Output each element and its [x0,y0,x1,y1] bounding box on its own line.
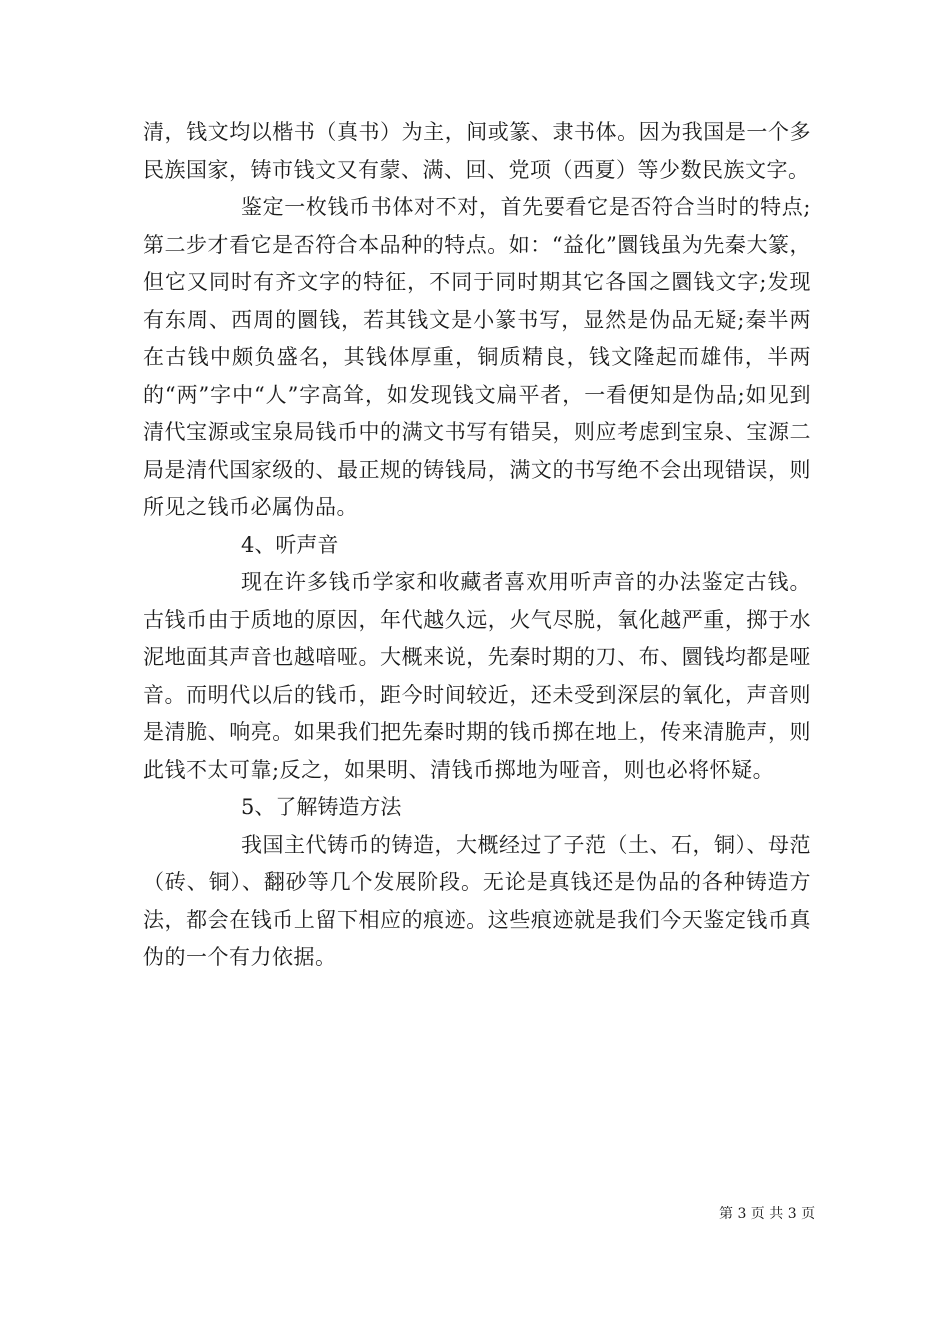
section-heading-5: 5、了解铸造方法 [241,795,402,819]
paragraph-4: 我国主代铸币的铸造，大概经过了子范（土、石，铜）、母范（砖、铜）、翻砂等几个发展阶段。无论是真钱还是伪品的各种铸造方法，都会在钱币上留下相应的痕迹。这些痕迹就是我们今天鉴定钱币真伪的一个有力依据。 [143,832,811,969]
page-number: 第 3 页 共 3 页 [719,1206,816,1222]
section-heading-4: 4、听声音 [241,532,339,557]
document-body [143,114,811,977]
paragraph-1: 清，钱文均以楷书（真书）为主，间或篆、隶书体。因为我国是一个多民族国家，铸市钱文又有蒙、满、回、党项（西夏）等少数民族文字。 [143,120,811,182]
paragraph-3: 现在许多钱币学家和收藏者喜欢用听声音的办法鉴定古钱。古钱币由于质地的原因，年代越久远，火气尽脱，氧化越严重，掷于水泥地面其声音也越喑哑。大概来说，先秦时期的刀、布、圜钱均都是哑音。而明代以后的钱币，距今时间较近，还未受到深层的氧化，声音则是清脆、响亮。如果我们把先秦时期的钱币掷在地上，传来清脆声，则此钱不太可靠;反之，如果明、清钱币掷地为哑音，则也必将怀疑。 [143,570,811,782]
paragraph-2: 鉴定一枚钱币书体对不对，首先要看它是否符合当时的特点;第二步才看它是否符合本品种的特点。如：“益化”圜钱虽为先秦大篆，但它又同时有齐文字的特征，不同于同时期其它各国之圜钱文字;发现有东周、西周的圜钱，若其钱文是小篆书写，显然是伪品无疑;秦半两在古钱中颇负盛名，其钱体厚重，铜质精良，钱文隆起而雄伟，半两的“两”字中“人”字高耸，如发现钱文扁平者，一看便知是伪品;如见到清代宝源或宝泉局钱币中的满文书写有错吴，则应考虑到宝泉、宝源二局是清代国家级的、最正规的铸钱局，满文的书写绝不会出现错误，则所见之钱币必属伪品。 [143,195,811,519]
